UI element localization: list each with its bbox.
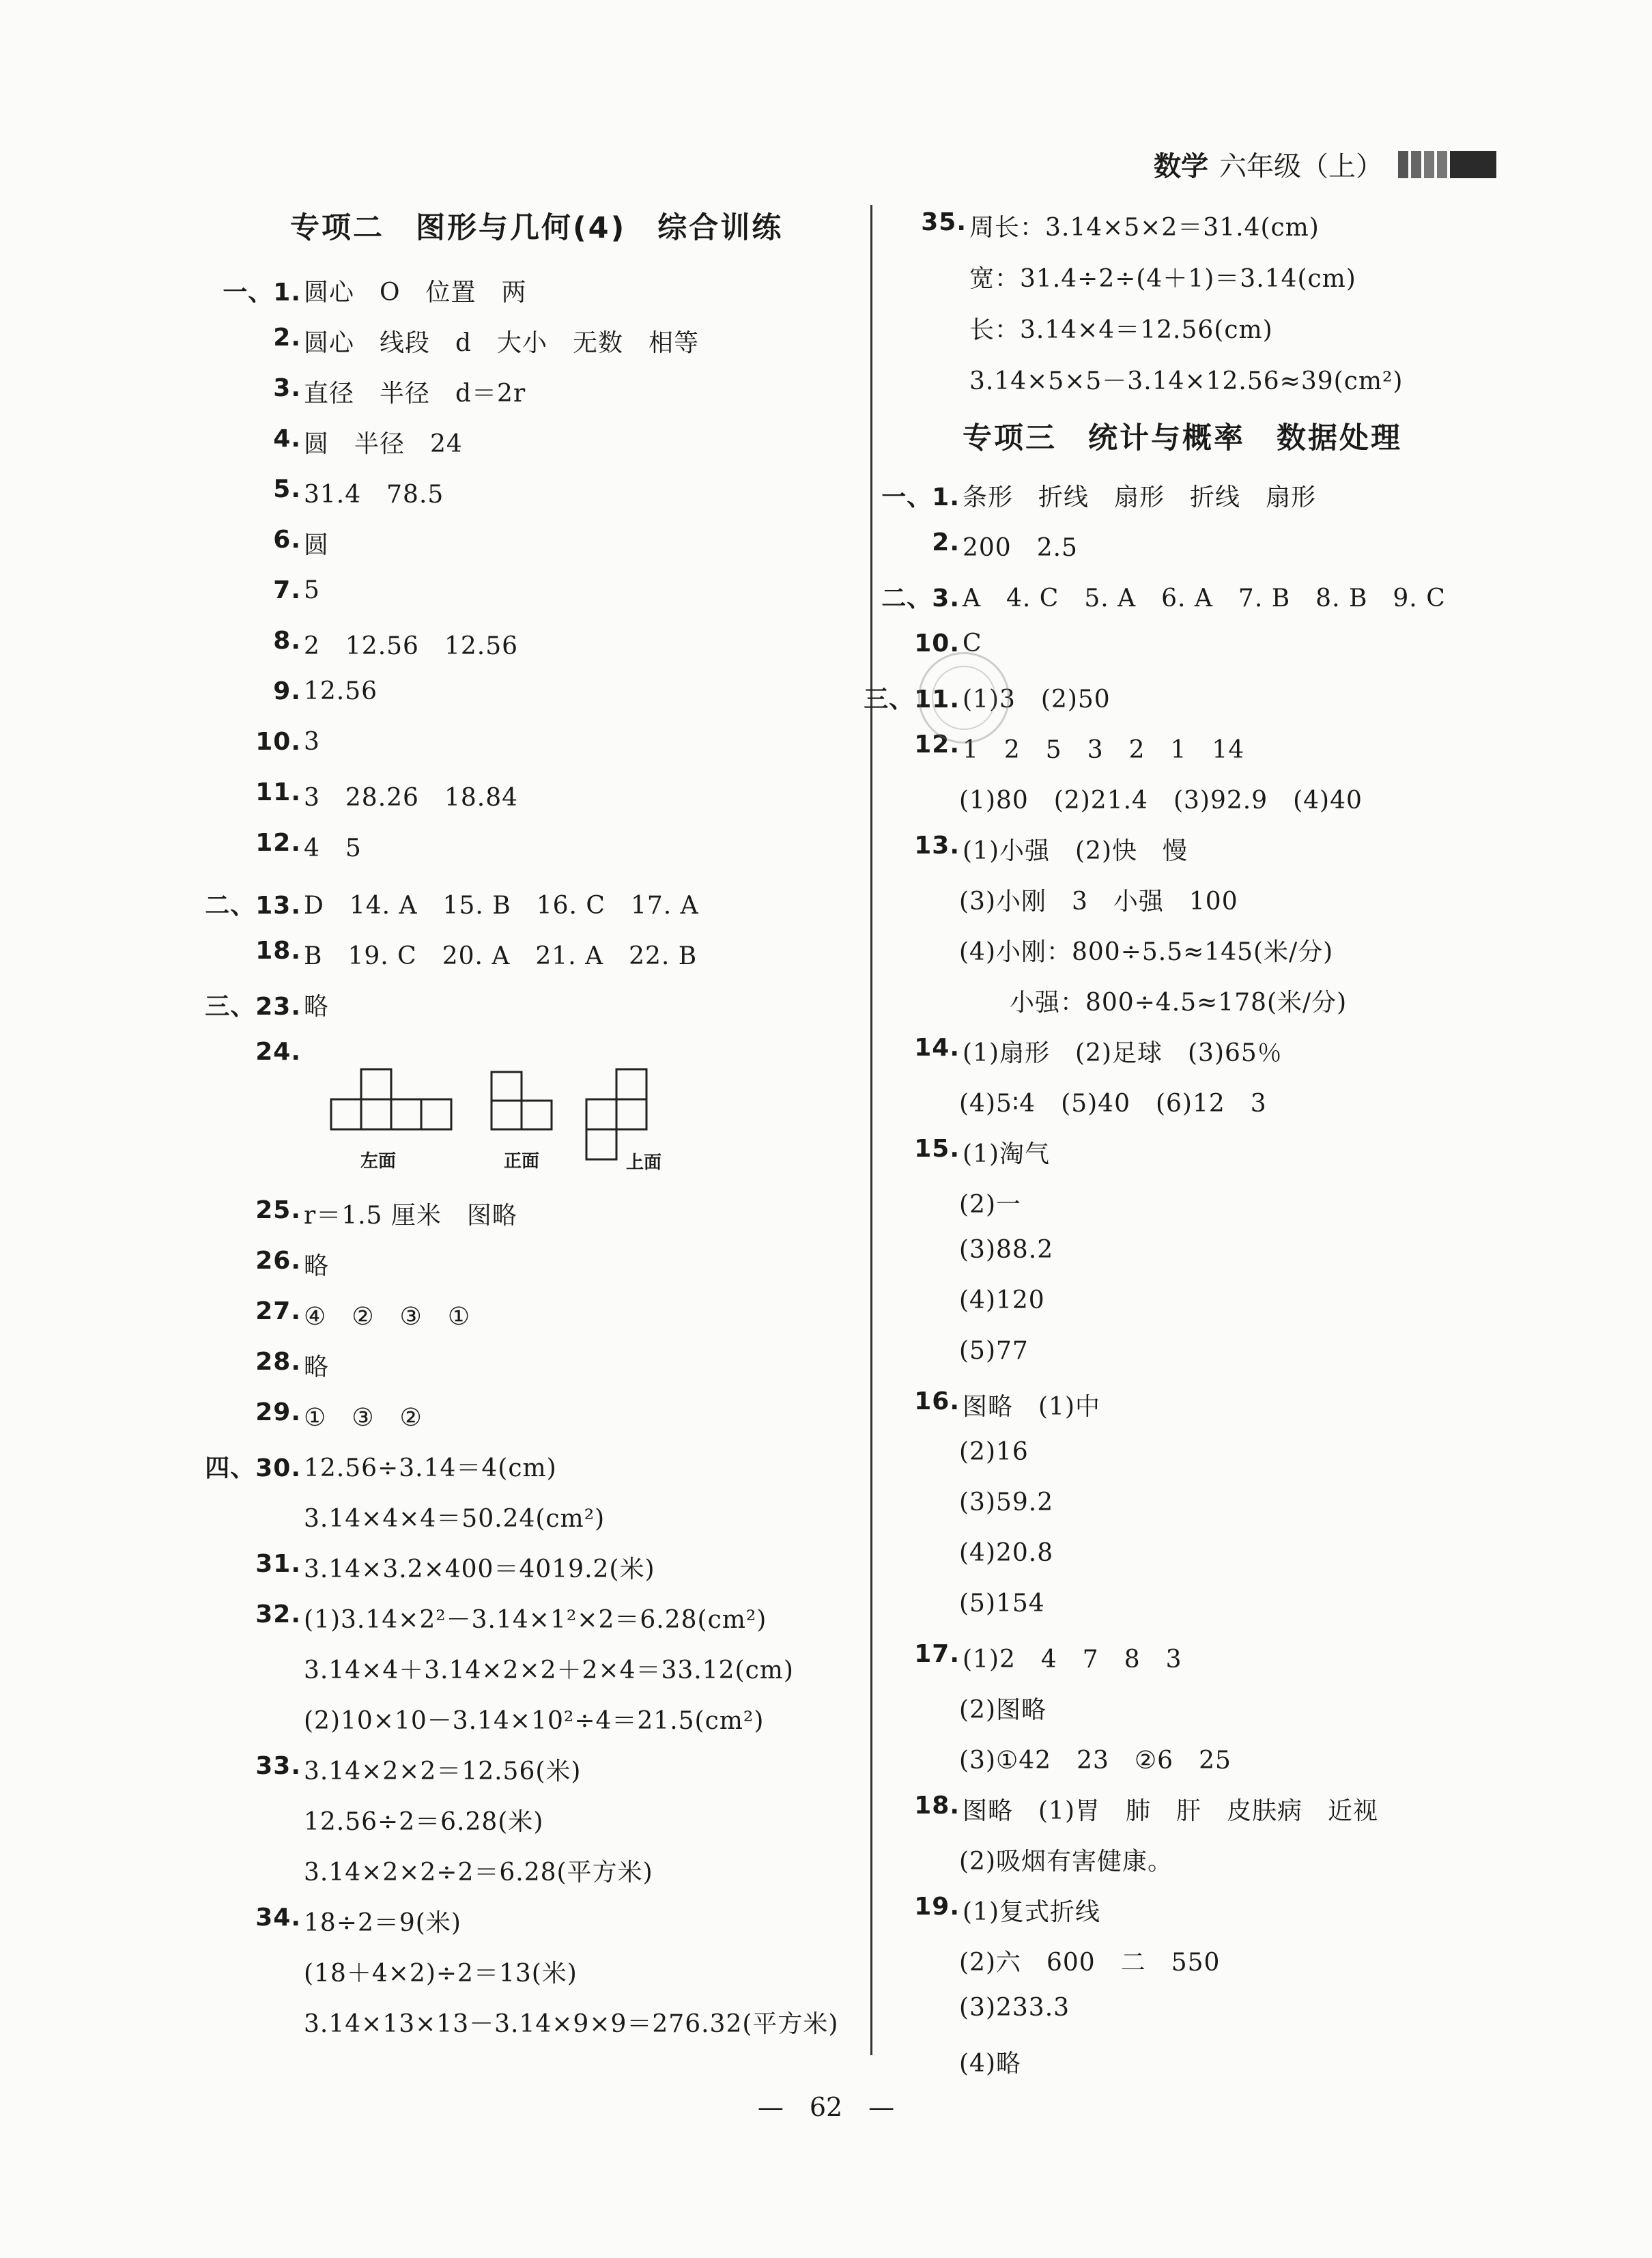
answer-text: (1)80 (2)21.4 (3)92.9 (4)40 bbox=[959, 787, 1363, 815]
question-number: 2. bbox=[273, 324, 301, 352]
left-view-cell bbox=[361, 1069, 391, 1099]
answer-text: r＝1.5 厘米 图略 bbox=[304, 1202, 517, 1230]
answer-text: D 14. A 15. B 16. C 17. A bbox=[304, 892, 699, 920]
answer-text: 3 bbox=[304, 728, 320, 756]
front-view-label: 正面 bbox=[504, 1151, 540, 1172]
question-number: 31. bbox=[255, 1550, 301, 1578]
question-number: 6. bbox=[273, 526, 301, 554]
question-number: 27. bbox=[255, 1297, 301, 1325]
question-number: 33. bbox=[255, 1752, 301, 1780]
question-number: 18. bbox=[914, 1792, 960, 1820]
answer-text: B 19. C 20. A 21. A 22. B bbox=[304, 942, 698, 970]
answer-text: (3)88.2 bbox=[959, 1236, 1054, 1264]
answer-text: 12.56÷2＝6.28(米) bbox=[304, 1808, 544, 1836]
page-number: — 62 — bbox=[757, 2092, 895, 2122]
left-section-title: 专项二 图形与几何(4) 综合训练 bbox=[290, 211, 784, 245]
answer-text: 周长：3.14×5×2＝31.4(cm) bbox=[969, 214, 1320, 242]
answer-text: 3.14×4×4＝50.24(cm²) bbox=[304, 1505, 606, 1533]
answer-text: ① ③ ② bbox=[304, 1404, 423, 1432]
top-view-cell bbox=[586, 1099, 616, 1129]
answer-text: 图略 (1)胃 肺 肝 皮肤病 近视 bbox=[963, 1797, 1378, 1825]
answer-text: 略 bbox=[304, 1252, 330, 1280]
question-number: 35. bbox=[921, 208, 967, 236]
answer-text: 略 bbox=[304, 1353, 330, 1381]
answer-text: (3)①42 23 ②6 25 bbox=[959, 1747, 1231, 1775]
question-number: 12. bbox=[914, 731, 960, 759]
answer-text: (4)120 bbox=[959, 1286, 1045, 1314]
question-number: 9. bbox=[273, 677, 301, 705]
answer-text: 4 5 bbox=[304, 834, 362, 862]
question-number: 三、23. bbox=[205, 993, 301, 1021]
answer-text: (4)5∶4 (5)40 (6)12 3 bbox=[959, 1090, 1267, 1118]
question-number: 一、1. bbox=[223, 279, 301, 307]
answer-text: A 4. C 5. A 6. A 7. B 8. B 9. C bbox=[963, 584, 1446, 612]
answer-text: (3)233.3 bbox=[959, 1994, 1070, 2022]
answer-text: (2)一 bbox=[959, 1191, 1021, 1219]
answer-text: (2)吸烟有害健康。 bbox=[959, 1848, 1173, 1876]
answer-text: (4)20.8 bbox=[959, 1539, 1054, 1567]
front-view-cell bbox=[522, 1101, 552, 1129]
question-number: 24. bbox=[255, 1038, 301, 1066]
question-number: 34. bbox=[255, 1904, 301, 1932]
answer-text: 18÷2＝9(米) bbox=[304, 1909, 461, 1937]
question-number: 2. bbox=[932, 528, 960, 556]
answer-text: (4)略 bbox=[959, 2050, 1021, 2078]
page-header bbox=[1154, 145, 1496, 184]
question-number: 13. bbox=[914, 832, 960, 860]
header-bars-decoration bbox=[1398, 151, 1496, 178]
answer-text: 圆 半径 24 bbox=[304, 430, 463, 458]
answer-text: (3)59.2 bbox=[959, 1488, 1054, 1516]
answer-text: 3.14×2×2＝12.56(米) bbox=[304, 1758, 582, 1786]
answer-text: 圆 bbox=[304, 531, 330, 559]
question-number: 25. bbox=[255, 1196, 301, 1224]
grade-label: 六年级（上） bbox=[1219, 151, 1383, 182]
left-view-cell bbox=[361, 1099, 391, 1129]
question-number: 17. bbox=[914, 1640, 960, 1668]
answer-text: (18＋4×2)÷2＝13(米) bbox=[304, 1960, 578, 1988]
question-number: 3. bbox=[273, 374, 301, 402]
answer-text: 长：3.14×4＝12.56(cm) bbox=[969, 316, 1273, 344]
answer-text: 条形 折线 扇形 折线 扇形 bbox=[963, 483, 1317, 511]
question-number: 15. bbox=[914, 1135, 960, 1163]
answer-text: 3 28.26 18.84 bbox=[304, 784, 519, 812]
question-number: 26. bbox=[255, 1247, 301, 1275]
top-view-label: 上面 bbox=[626, 1153, 662, 1173]
answer-text: (2)10×10－3.14×10²÷4＝21.5(cm²) bbox=[304, 1707, 765, 1735]
answer-text: 12.56÷3.14＝4(cm) bbox=[304, 1454, 557, 1482]
subject-label: 数学 bbox=[1154, 151, 1208, 182]
question-number: 三、11. bbox=[864, 686, 960, 714]
question-number: 8. bbox=[273, 627, 301, 655]
answer-text: 3.14×5×5－3.14×12.56≈39(cm²) bbox=[969, 367, 1404, 395]
front-view-cell bbox=[492, 1072, 522, 1101]
question-number: 二、13. bbox=[205, 892, 301, 920]
answer-text: 2 12.56 12.56 bbox=[304, 632, 519, 660]
left-view-cell bbox=[391, 1099, 421, 1129]
answer-text: (4)小刚：800÷5.5≈145(米/分) bbox=[959, 938, 1334, 966]
answer-text: 略 bbox=[304, 993, 330, 1021]
answer-text: 宽：31.4÷2÷(4＋1)＝3.14(cm) bbox=[969, 265, 1356, 293]
question-number: 12. bbox=[255, 829, 301, 857]
question-number: 4. bbox=[273, 425, 301, 453]
answer-text: (1)3 (2)50 bbox=[963, 686, 1111, 714]
answer-text: (5)154 bbox=[959, 1590, 1045, 1618]
answer-text: 3.14×3.2×400＝4019.2(米) bbox=[304, 1555, 655, 1583]
answer-text: 1 2 5 3 2 1 14 bbox=[963, 736, 1245, 764]
top-view-cell bbox=[586, 1129, 616, 1159]
answer-text: (1)扇形 (2)足球 (3)65％ bbox=[963, 1039, 1283, 1067]
answer-text: (1)小强 (2)快 慢 bbox=[963, 837, 1188, 865]
watermark-stamp bbox=[918, 652, 1010, 744]
answer-text: (5)77 bbox=[959, 1337, 1029, 1365]
answer-text: 圆心 线段 d 大小 无数 相等 bbox=[304, 329, 700, 357]
answer-text: 圆心 O 位置 两 bbox=[304, 279, 527, 307]
question-number: 10. bbox=[255, 728, 301, 756]
question-number: 16. bbox=[914, 1387, 960, 1415]
answer-text: C bbox=[963, 630, 982, 658]
answer-text: 31.4 78.5 bbox=[304, 481, 444, 509]
left-view-label: 左面 bbox=[360, 1151, 397, 1172]
answer-text: 3.14×13×13－3.14×9×9＝276.32(平方米) bbox=[304, 2010, 839, 2038]
right-section-title: 专项三 统计与概率 数据处理 bbox=[963, 421, 1402, 455]
answer-text: 12.56 bbox=[304, 677, 378, 705]
answer-text: (1)2 4 7 8 3 bbox=[963, 1646, 1182, 1674]
question-number: 32. bbox=[255, 1600, 301, 1628]
answer-text: (1)复式折线 bbox=[963, 1898, 1100, 1926]
answer-text: (1)3.14×2²－3.14×1²×2＝6.28(cm²) bbox=[304, 1606, 767, 1634]
column-divider bbox=[870, 205, 872, 2055]
answer-text: (2)六 600 二 550 bbox=[959, 1949, 1221, 1977]
answer-text: (2)图略 bbox=[959, 1696, 1046, 1724]
question-number: 10. bbox=[914, 630, 960, 658]
answer-text: 直径 半径 d＝2r bbox=[304, 380, 526, 408]
question-number: 7. bbox=[273, 576, 301, 604]
question-number: 四、30. bbox=[205, 1454, 301, 1482]
front-view-cell bbox=[492, 1101, 522, 1129]
question-number: 一、1. bbox=[881, 483, 960, 511]
question-number: 18. bbox=[255, 937, 301, 965]
question-number: 29. bbox=[255, 1398, 301, 1426]
answer-text: 200 2.5 bbox=[963, 534, 1078, 562]
top-view-cell bbox=[616, 1099, 646, 1129]
question-number: 28. bbox=[255, 1348, 301, 1376]
answer-text: (3)小刚 3 小强 100 bbox=[959, 888, 1238, 916]
answer-text: 3.14×2×2÷2＝6.28(平方米) bbox=[304, 1859, 653, 1887]
answer-text: ④ ② ③ ① bbox=[304, 1303, 471, 1331]
answer-text: (1)淘气 bbox=[963, 1140, 1050, 1168]
top-view-cell bbox=[616, 1069, 646, 1099]
q24-views-figure bbox=[328, 1065, 710, 1173]
question-number: 14. bbox=[914, 1034, 960, 1062]
left-view-cell bbox=[331, 1099, 361, 1129]
question-number: 5. bbox=[273, 475, 301, 503]
answer-text: 5 bbox=[304, 576, 320, 604]
answer-text: (2)16 bbox=[959, 1438, 1029, 1466]
left-view-cell bbox=[421, 1099, 451, 1129]
answer-text: 图略 (1)中 bbox=[963, 1393, 1100, 1421]
question-number: 19. bbox=[914, 1893, 960, 1921]
question-number: 二、3. bbox=[881, 584, 960, 612]
answer-text: 3.14×4＋3.14×2×2＋2×4＝33.12(cm) bbox=[304, 1656, 794, 1684]
answer-text: 小强：800÷4.5≈178(米/分) bbox=[959, 989, 1348, 1017]
question-number: 11. bbox=[255, 778, 301, 806]
